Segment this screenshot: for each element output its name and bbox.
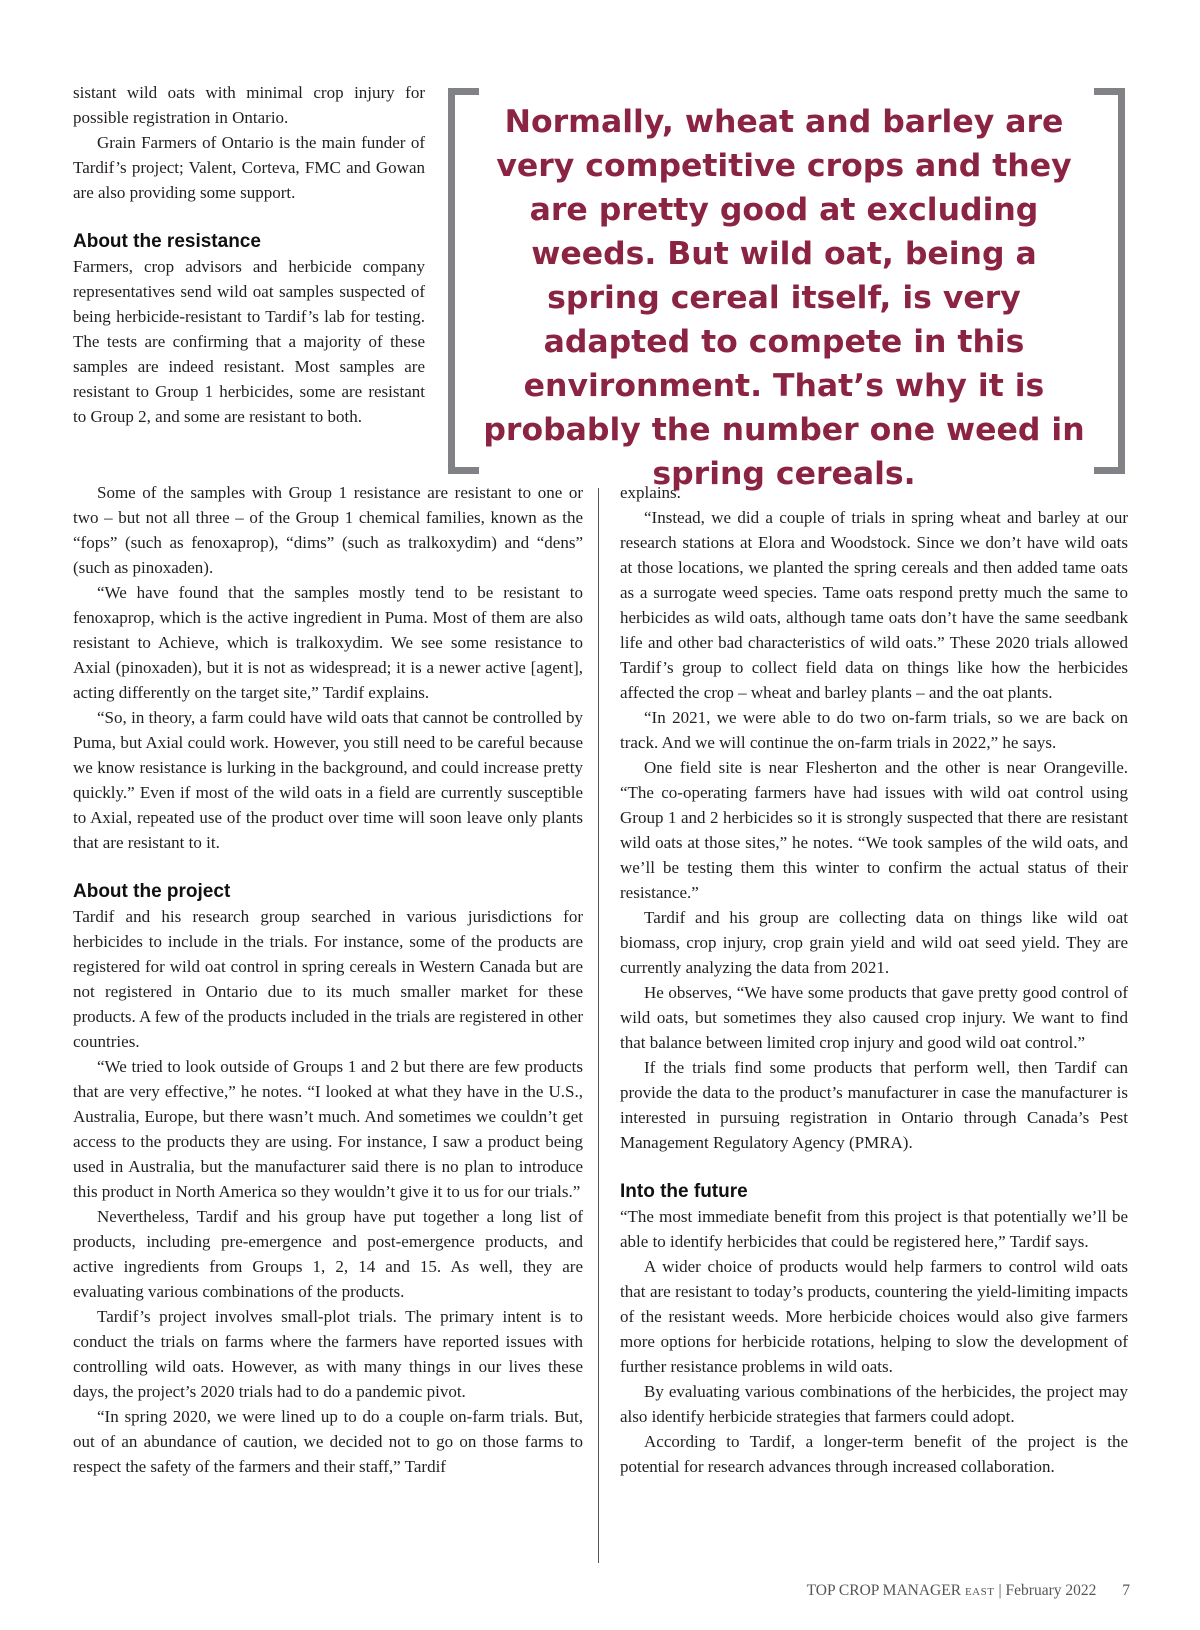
paragraph: Farmers, crop advisors and herbicide company representatives send wild oat samples suspected of being herbicide-resistant to Tardif’s lab for testing. The tests are confirming that a majority of these samples are indeed resistant. Most samples are resistant to Group 1 herbicides, some are resistant to Group 2, and some are resistant to both. <box>73 257 425 426</box>
paragraph: “We have found that the samples mostly tend to be resistant to fenoxaprop, which is the active ingredient in Puma. Most of them are also resistant to Achieve, which is tralkoxydim. We see some resistance to Axial (pinoxaden), but it is not as widespread; it is a newer active [agent], acting differently on the target site,” Tardif explains. <box>73 583 583 702</box>
publication-name: TOP CROP MANAGER <box>806 1582 962 1599</box>
pull-quote-left-bracket <box>448 88 479 474</box>
article-column-top <box>73 80 425 429</box>
paragraph: “The most immediate benefit from this project is that potentially we’ll be able to identify herbicides that could be registered here,” Tardif says. <box>620 1207 1128 1251</box>
paragraph: Tardif and his research group searched in various jurisdictions for herbicides to include in the trials. For instance, some of the products are registered for wild oat control in spring cereals in Western Canada but are not registered in Ontario due to its much smaller market for these products. A few of the products included in the trials are registered in other countries. <box>73 907 583 1051</box>
section-heading-future: Into the future <box>620 1181 748 1202</box>
article-column-left <box>73 480 583 1479</box>
paragraph: “So, in theory, a farm could have wild oats that cannot be controlled by Puma, but Axial could work. However, you still need to be careful because we know resistance is lurking in the background, and could increase pretty quickly.” Even if most of the wild oats in a field are currently susceptible to Axial, repeated use of the product over time will soon leave only plants that are resistant to it. <box>73 708 583 852</box>
column-divider <box>598 488 599 1563</box>
paragraph: A wider choice of products would help farmers to control wild oats that are resistant to today’s products, countering the yield-limiting impacts of the resistant weeds. More herbicide choices would also give farmers more options for herbicide rotations, helping to slow the development of further resistance problems in wild oats. <box>620 1257 1128 1376</box>
pull-quote: Normally, wheat and barley are very competitive crops and they are pretty good at excluding weeds. But wild oat, being a spring cereal itself, is very adapted to compete in this environment. That’s why it is probably the number one weed in spring cereals. <box>483 104 1085 492</box>
footer-separator: | <box>998 1582 1002 1599</box>
paragraph: He observes, “We have some products that gave pretty good control of wild oats, but sometimes they also caused crop injury. We want to find that balance between limited crop injury and good wild oat control.” <box>620 983 1128 1052</box>
section-heading-resistance: About the resistance <box>73 231 261 252</box>
paragraph: “In 2021, we were able to do two on-farm trials, so we are back on track. And we will continue the on-farm trials in 2022,” he says. <box>620 708 1128 752</box>
paragraph: explains. <box>620 483 681 502</box>
paragraph: Some of the samples with Group 1 resistance are resistant to one or two – but not all three – of the Group 1 chemical families, known as the “fops” (such as fenoxaprop), “dims” (such as tralkoxydim) and “dens” (such as pinoxaden). <box>73 483 583 577</box>
paragraph: According to Tardif, a longer-term benefit of the project is the potential for research advances through increased collaboration. <box>620 1432 1128 1476</box>
paragraph: Grain Farmers of Ontario is the main funder of Tardif’s project; Valent, Corteva, FMC and Gowan are also providing some support. <box>73 133 425 202</box>
paragraph: Nevertheless, Tardif and his group have put together a long list of products, including pre-emergence and post-emergence products, and active ingredients from Groups 1, 2, 14 and 15. As well, they are evaluating various combinations of the products. <box>73 1207 583 1301</box>
article-column-right <box>620 480 1128 1479</box>
paragraph: By evaluating various combinations of the herbicides, the project may also identify herbicide strategies that farmers could adopt. <box>620 1382 1128 1426</box>
paragraph: If the trials find some products that perform well, then Tardif can provide the data to the product’s manufacturer in case the manufacturer is interested in pursuing registration in Ontario through Canada’s Pest Management Regulatory Agency (PMRA). <box>620 1058 1128 1152</box>
publication-edition: EAST <box>964 1586 995 1598</box>
page-number: 7 <box>1122 1582 1130 1599</box>
paragraph: Tardif’s project involves small-plot trials. The primary intent is to conduct the trials on farms where the farmers have reported issues with controlling wild oats. However, as with many things in our lives these days, the project’s 2020 trials had to do a pandemic pivot. <box>73 1307 583 1401</box>
paragraph: sistant wild oats with minimal crop injury for possible registration in Ontario. <box>73 83 425 127</box>
paragraph: One field site is near Flesherton and the other is near Orangeville. “The co-operating farmers have had issues with wild oat control using Group 1 and 2 herbicides so it is strongly suspected that there are resistant wild oats at those sites,” he notes. “We took samples of the wild oats, and we’ll be testing them this winter to confirm the actual status of their resistance.” <box>620 758 1128 902</box>
issue-date: February 2022 <box>1005 1582 1097 1599</box>
paragraph: Tardif and his group are collecting data on things like wild oat biomass, crop injury, crop grain yield and wild oat seed yield. They are currently analyzing the data from 2021. <box>620 908 1128 977</box>
paragraph: “Instead, we did a couple of trials in spring wheat and barley at our research stations at Elora and Woodstock. Since we don’t have wild oats at those locations, we planted the spring cereals and then added tame oats as a surrogate weed species. Tame oats respond pretty much the same to herbicides as wild oats, although tame oats don’t have the same seedbank life and other bad characteristics of wild oats.” These 2020 trials allowed Tardif’s group to collect field data on things like how the herbicides affected the crop – wheat and barley plants – and the oat plants. <box>620 508 1128 702</box>
section-heading-project: About the project <box>73 881 231 902</box>
pull-quote-right-bracket <box>1094 88 1125 474</box>
page-footer <box>650 1582 1130 1600</box>
paragraph: “We tried to look outside of Groups 1 and 2 but there are few products that are very effective,” he notes. “I looked at what they have in the U.S., Australia, Europe, but there wasn’t much. And sometimes we couldn’t get access to the products they are using. For instance, I saw a product being used in Australia, but the manufacturer said there is no plan to introduce this product in North America so they wouldn’t give it to us for our trials.” <box>73 1057 583 1201</box>
paragraph: “In spring 2020, we were lined up to do a couple on-farm trials. But, out of an abundance of caution, we decided not to go on those farms to respect the safety of the farmers and their staff,” Tardif <box>73 1407 583 1476</box>
